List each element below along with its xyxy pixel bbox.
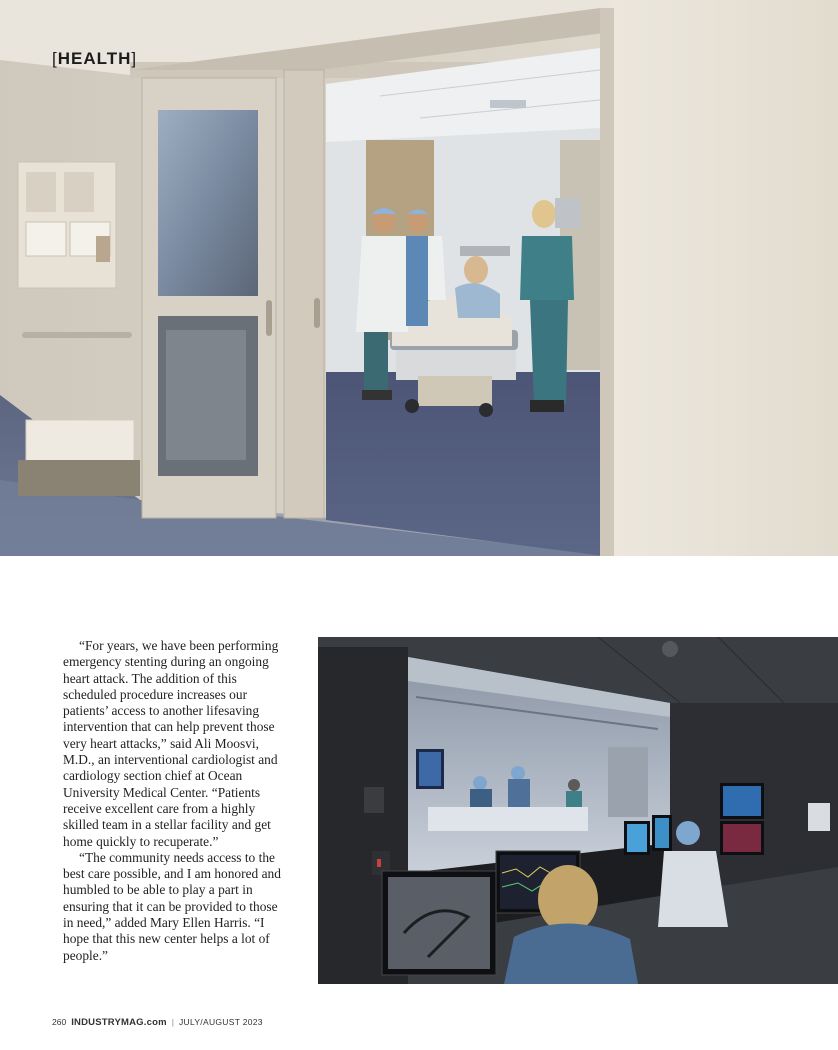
article-paragraph: “The community needs access to the best care possible, and I am honored and humbled to be able to play a part in ensuring that it can be provided to those in need,” added Mary Ellen Harris. “I hope that this new center helps a lot of people.” — [63, 849, 281, 963]
page-number: 260 — [52, 1017, 67, 1027]
section-bracket-close: ] — [131, 49, 138, 68]
control-room-photo — [318, 637, 838, 984]
article-paragraph: “For years, we have been performing emergency stenting during an ongoing heart attack. The addition of this scheduled procedure increases our patients’ access to another lifesaving intervention that can help prevent those very heart attacks,” said Ali Moosvi, M.D., an interventional cardiologist and cardiology section chief at Ocean University Medical Center. “Patients receive excellent care from a highly skilled team in a stellar facility and get home quickly to recuperate.” — [63, 638, 279, 849]
section-label-text: HEALTH — [57, 49, 132, 68]
section-bracket-open: [ — [52, 49, 58, 68]
publication-brand: INDUSTRYMAG.com — [71, 1017, 167, 1028]
page-footer — [52, 1017, 263, 1028]
footer-separator: | — [171, 1017, 174, 1027]
section-label — [52, 49, 137, 69]
control-room-illustration — [318, 637, 838, 984]
issue-date: JULY/AUGUST 2023 — [178, 1017, 263, 1027]
article-body — [63, 638, 283, 964]
